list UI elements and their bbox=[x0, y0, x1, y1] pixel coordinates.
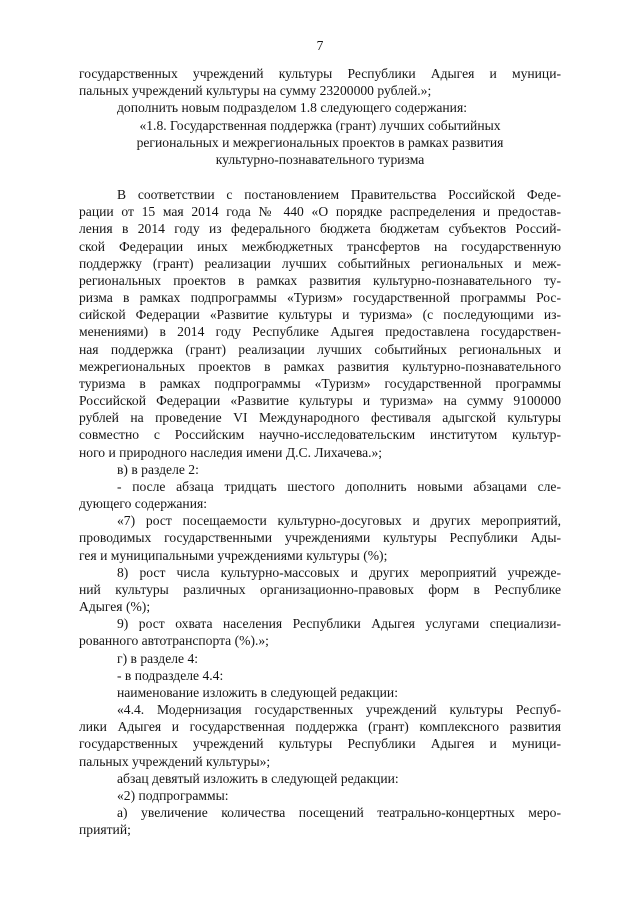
text-line: «1.8. Государственная поддержка (грант) лучших событийных bbox=[139, 118, 501, 133]
text-line: наименование изложить в следующей редакции: bbox=[117, 685, 398, 700]
text-line: ризма в рамках подпрограммы «Туризм» государственной программы Рос- bbox=[79, 290, 561, 305]
text-line: Адыгея (%); bbox=[79, 599, 151, 614]
text-line: гея и муниципальными учреждениями культуры (%); bbox=[79, 548, 388, 563]
text-line: «4.4. Модернизация государственных учреждений культуры Респуб- bbox=[117, 702, 561, 717]
text-line: пальных учреждений культуры на сумму 23200000 рублей.»; bbox=[79, 83, 432, 98]
text-line: приятий; bbox=[79, 822, 131, 837]
text-line: Российской Федерации «Развитие культуры и туризма» на сумму 9100000 bbox=[79, 393, 561, 408]
text-line: сийской Федерации «Развитие культуры и туризма» (с последующими из- bbox=[79, 307, 561, 322]
text-line: в) в разделе 2: bbox=[117, 462, 199, 477]
text-line: рублей на проведение VI Международного фестиваля адыгской культуры bbox=[79, 410, 561, 425]
text-line: абзац девятый изложить в следующей редакции: bbox=[117, 771, 399, 786]
text-line: пальных учреждений культуры»; bbox=[79, 754, 271, 769]
page-number: 7 bbox=[316, 38, 324, 53]
text-line: совместно с Российским научно-исследовательским институтом культур- bbox=[79, 427, 561, 442]
text-line: менениями) в 2014 году Республике Адыгея предоставлена государствен- bbox=[79, 324, 561, 339]
text-line: - в подразделе 4.4: bbox=[117, 668, 224, 683]
text-line: региональных проектов в рамках развития культурно-познавательного ту- bbox=[79, 273, 561, 288]
text-line: лики Адыгея и государственная поддержка (грант) комплексного развития bbox=[79, 719, 561, 734]
text-line: 9) рост охвата населения Республики Адыгея услугами специализи- bbox=[117, 616, 561, 631]
text-line: а) увеличение количества посещений театрально-концертных меро- bbox=[117, 805, 561, 820]
text-line: государственных учреждений культуры Республики Адыгея и муници- bbox=[79, 736, 561, 751]
text-line: межрегиональных проектов в рамках развития культурно-познавательного bbox=[79, 359, 561, 374]
text-line: «7) рост посещаемости культурно-досуговых и других мероприятий, bbox=[117, 513, 561, 528]
text-line: - после абзаца тридцать шестого дополнить новыми абзацами сле- bbox=[117, 479, 561, 494]
text-line: г) в разделе 4: bbox=[117, 651, 199, 666]
text-line: поддержку (грант) реализации лучших событийных региональных и меж- bbox=[79, 256, 561, 271]
text-line: рации от 15 мая 2014 года № 440 «О порядке распределения и предостав- bbox=[79, 204, 561, 219]
text-line: дополнить новым подразделом 1.8 следующего содержания: bbox=[117, 100, 467, 115]
text-line: ного и природного наследия имени Д.С. Лихачева.»; bbox=[79, 445, 383, 460]
text-line: проводимых государственными учреждениями культуры Республики Ады- bbox=[79, 530, 561, 545]
text-line: ная поддержка (грант) реализации лучших событийных региональных и bbox=[79, 342, 561, 357]
text-line: В соответствии с постановлением Правительства Российской Феде- bbox=[117, 187, 561, 202]
text-line: ской Федерации иных межбюджетных трансфертов на государственную bbox=[79, 239, 561, 254]
text-line: «2) подпрограммы: bbox=[117, 788, 229, 803]
text-line: туризма в рамках подпрограммы «Туризм» государственной программы bbox=[79, 376, 561, 391]
text-line: ний культуры различных организационно-правовых форм в Республике bbox=[79, 582, 561, 597]
text-line: рованного автотранспорта (%).»; bbox=[79, 633, 269, 648]
text-line: ления в 2014 году из федерального бюджета бюджетам субъектов Россий- bbox=[79, 221, 561, 236]
text-line: дующего содержания: bbox=[79, 496, 207, 511]
text-line: региональных и межрегиональных проектов в рамках развития bbox=[136, 135, 504, 150]
text-line: культурно-познавательного туризма bbox=[215, 152, 425, 167]
text-line: 8) рост числа культурно-массовых и других мероприятий учрежде- bbox=[117, 565, 561, 580]
text-line: государственных учреждений культуры Республики Адыгея и муници- bbox=[79, 66, 561, 81]
